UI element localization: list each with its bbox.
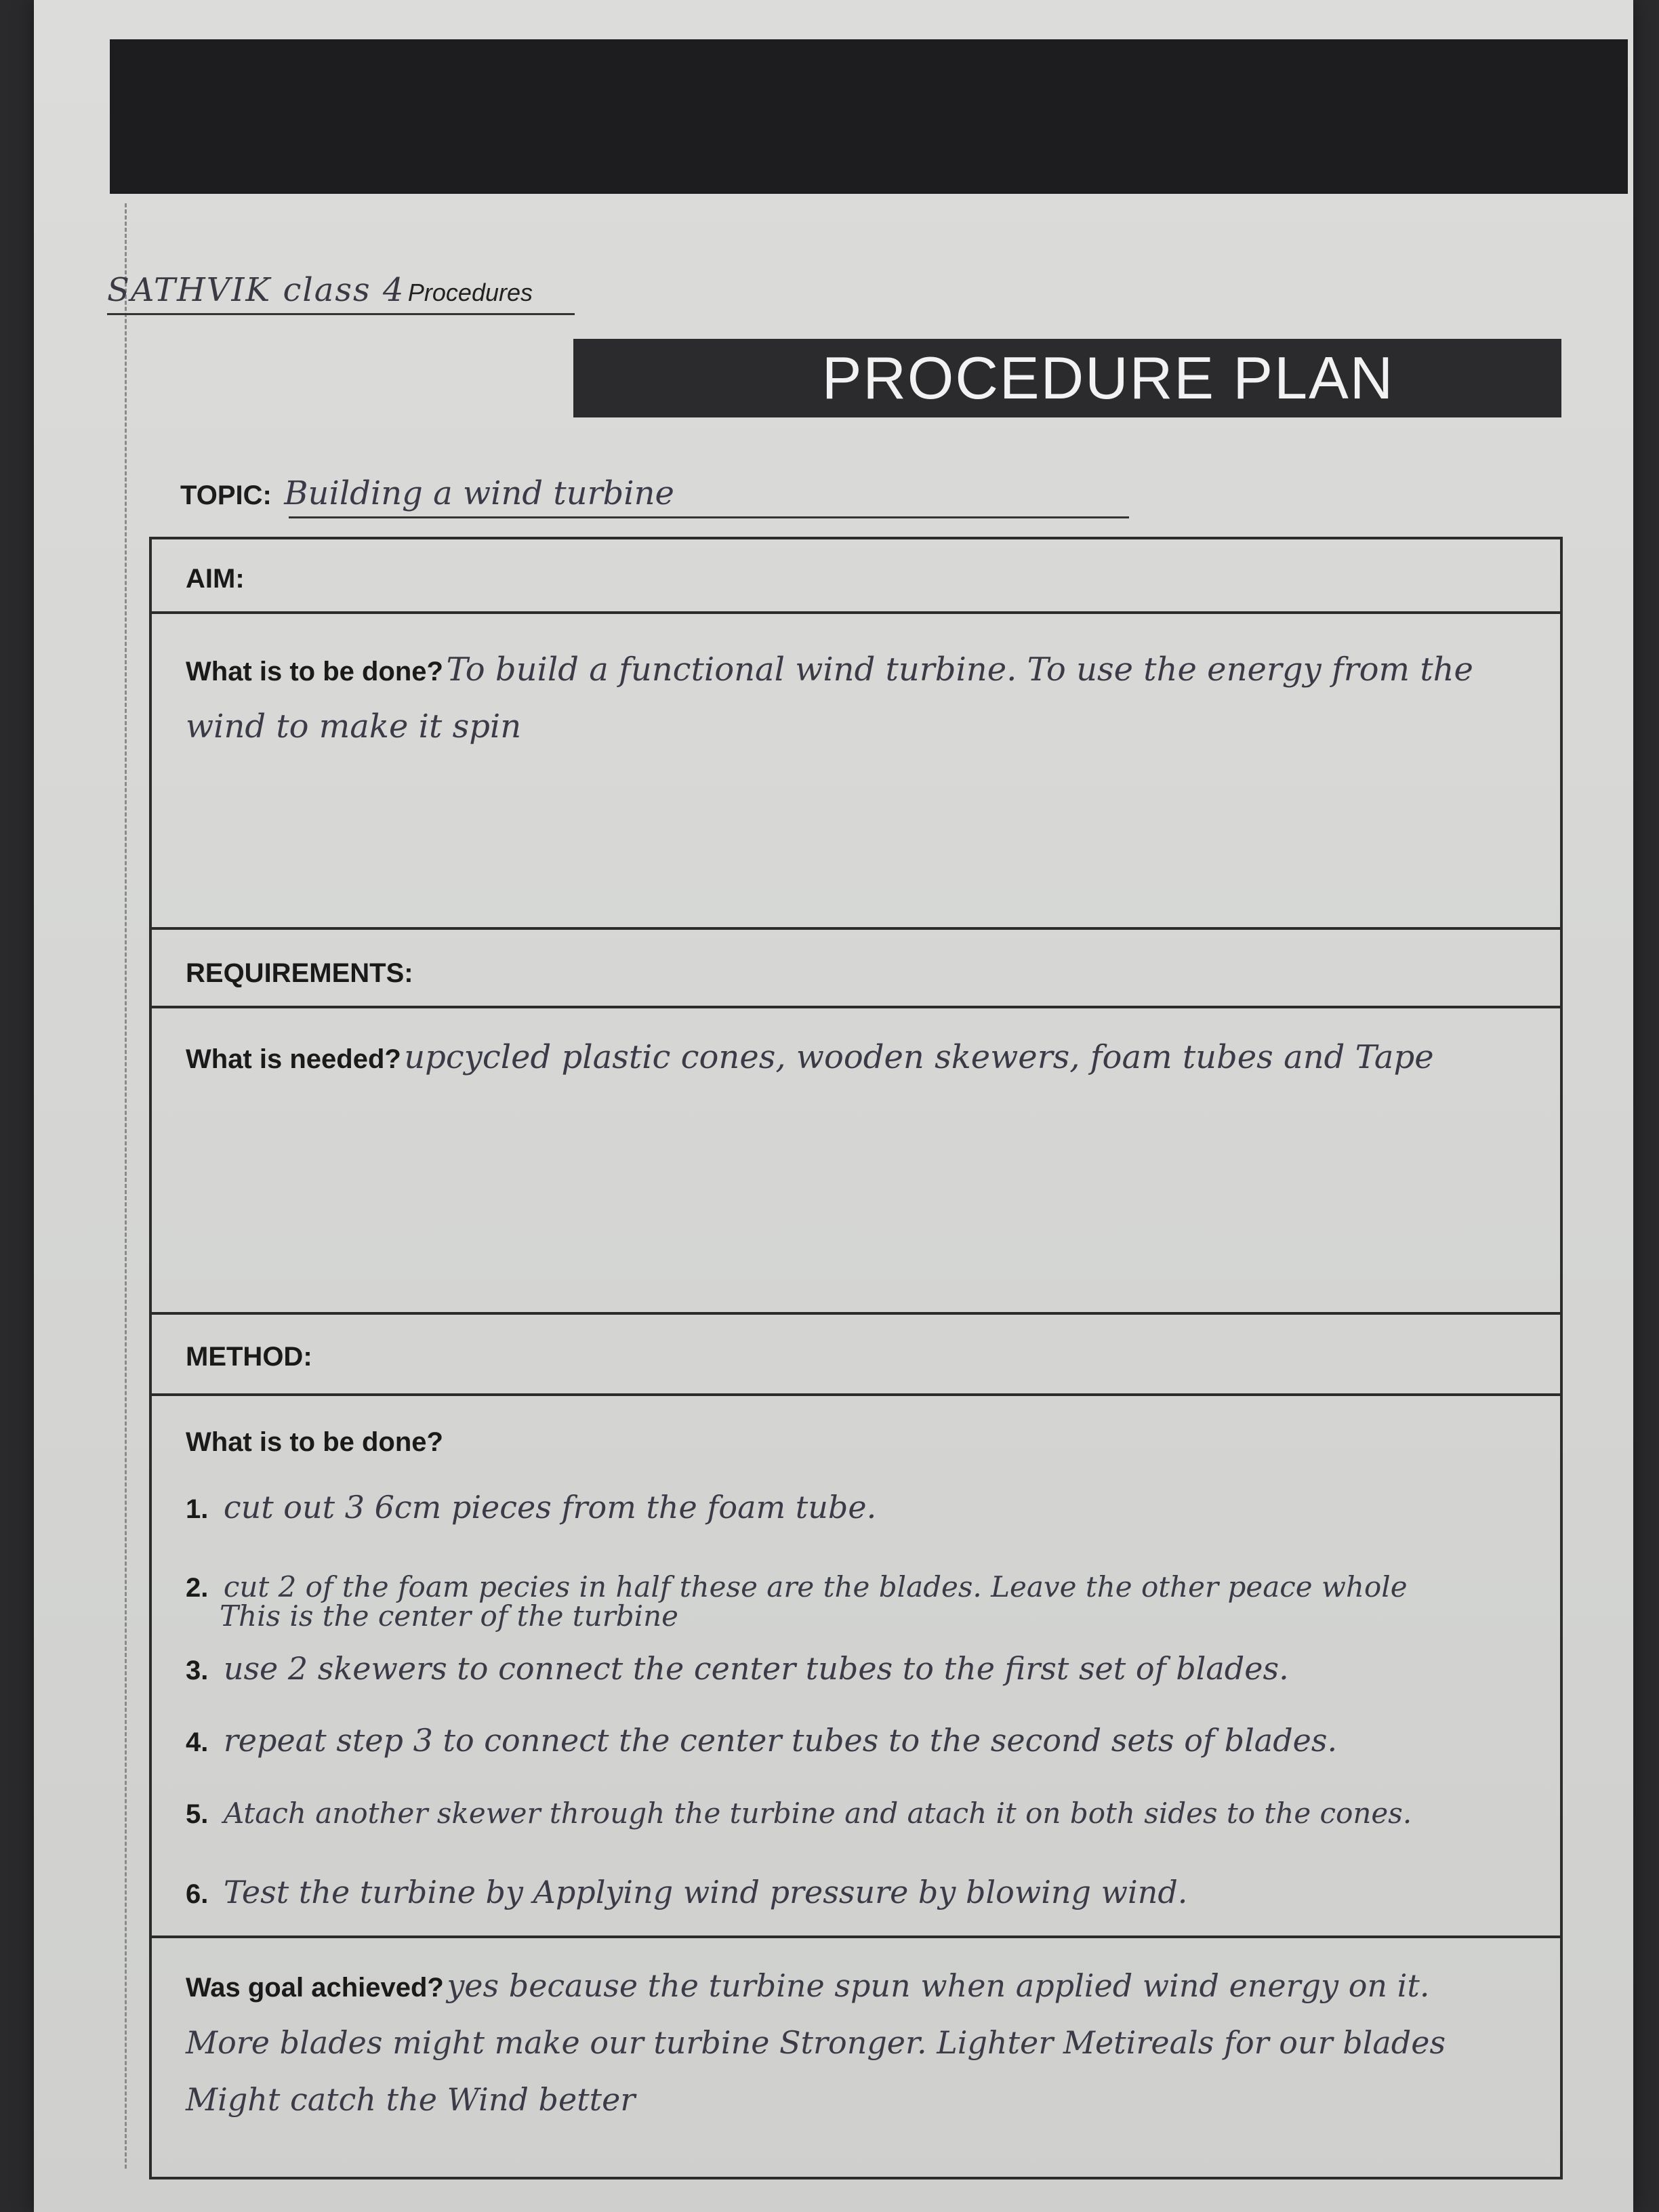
method-step-3 xyxy=(186,1640,1547,1697)
name-underline xyxy=(107,313,575,315)
topic-label: TOPIC: xyxy=(180,480,272,510)
topic-line xyxy=(180,474,1129,522)
topic-underline xyxy=(289,516,1129,518)
plan-title: PROCEDURE PLAN xyxy=(821,344,1395,411)
method-step-2-continued xyxy=(220,1599,1547,1633)
goal-row xyxy=(152,1938,1560,2182)
aim-content-row xyxy=(152,614,1560,930)
step-text: use 2 skewers to connect the center tubes to the first set of blades. xyxy=(223,1650,1289,1687)
goal-answer-line-1: yes because the turbine spun when applied wind energy on it. xyxy=(447,1967,1430,2004)
perforation-line xyxy=(125,203,127,2169)
step-text: repeat step 3 to connect the center tubes to the second sets of blades. xyxy=(223,1722,1338,1759)
aim-question: What is to be done? xyxy=(186,657,443,687)
method-step-4 xyxy=(186,1712,1547,1769)
procedure-form xyxy=(149,537,1563,2179)
topic-value: Building a wind turbine xyxy=(284,474,674,512)
aim-answer: To build a functional wind turbine. To use the energy from the wind to make it spin xyxy=(186,651,1473,745)
requirements-header-row xyxy=(152,930,1560,1008)
method-step-1 xyxy=(186,1479,1547,1536)
step-text: Test the turbine by Applying wind pressure by blowing wind. xyxy=(223,1874,1188,1910)
step-number: 4. xyxy=(186,1727,209,1757)
goal-question: Was goal achieved? xyxy=(186,1973,444,2003)
aim-answer-block xyxy=(186,641,1533,755)
requirements-label: REQUIREMENTS: xyxy=(186,958,413,988)
plan-title-banner xyxy=(573,339,1561,417)
method-header-row xyxy=(152,1315,1560,1396)
goal-answer-block xyxy=(186,1957,1533,2128)
step-number: 1. xyxy=(186,1494,209,1524)
requirements-content-row xyxy=(152,1008,1560,1315)
method-question: What is to be done? xyxy=(186,1427,443,1457)
requirements-answer: upcycled plastic cones, wooden skewers, foam tubes and Tape xyxy=(404,1038,1434,1076)
student-name: SATHVIK class 4 xyxy=(107,271,405,309)
step-number: 2. xyxy=(186,1573,209,1603)
step-text-continued: This is the center of the turbine xyxy=(220,1599,679,1633)
step-text: Atach another skewer through the turbine and atach it on both sides to the cones. xyxy=(223,1797,1412,1830)
step-number: 6. xyxy=(186,1879,209,1909)
goal-answer-line-3: Might catch the Wind better xyxy=(186,2081,636,2118)
aim-header-row xyxy=(152,539,1560,614)
requirements-answer-block xyxy=(186,1029,1533,1086)
goal-answer-line-2: More blades might make our turbine Stronger. Lighter Metireals for our blades xyxy=(186,2024,1446,2061)
redacted-header-bar xyxy=(110,39,1628,194)
step-text: cut 2 of the foam pecies in half these are the blades. Leave the other peace whole xyxy=(223,1570,1408,1603)
student-name-line xyxy=(107,271,581,315)
method-step-6 xyxy=(186,1864,1547,1921)
worksheet-paper xyxy=(34,0,1633,2212)
method-content-row xyxy=(152,1396,1560,1938)
aim-label: AIM: xyxy=(186,564,245,594)
method-step-5 xyxy=(186,1785,1547,1842)
requirements-question: What is needed? xyxy=(186,1044,401,1074)
procedures-label: Procedures xyxy=(407,279,533,306)
step-text: cut out 3 6cm pieces from the foam tube. xyxy=(223,1489,877,1525)
step-number: 3. xyxy=(186,1656,209,1685)
method-label: METHOD: xyxy=(186,1342,312,1372)
step-number: 5. xyxy=(186,1799,209,1829)
